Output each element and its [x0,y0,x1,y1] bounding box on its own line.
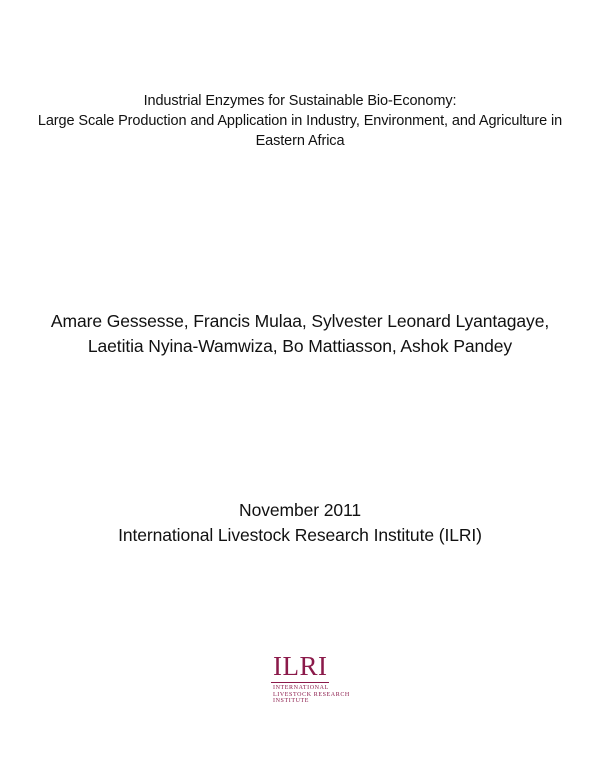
publisher-name: International Livestock Research Institute (ILRI) [118,525,482,545]
title-line-3: Eastern Africa [255,133,345,149]
title-line-1: Industrial Enzymes for Sustainable Bio-Economy: [143,93,457,109]
ilri-logo [271,651,350,710]
publication-info [10,498,590,548]
logo-subtitle-3: INSTITUTE [273,698,310,705]
logo-divider [271,682,329,683]
logo-mark: ILRI [273,651,328,681]
publication-date: November 2011 [239,500,361,520]
document-title [20,91,580,151]
authors-line-2: Laetitia Nyina-Wamwiza, Bo Mattiasson, Ashok Pandey [87,336,513,356]
logo-subtitle-1: INTERNATIONAL [273,685,329,691]
logo-subtitle-2: LIVESTOCK RESEARCH [273,691,350,698]
authors-line-1: Amare Gessesse, Francis Mulaa, Sylvester Leonard Lyantagaye, [50,311,550,331]
author-list [10,309,590,359]
title-line-2: Large Scale Production and Application in Industry, Environment, and Agriculture in [37,113,563,129]
